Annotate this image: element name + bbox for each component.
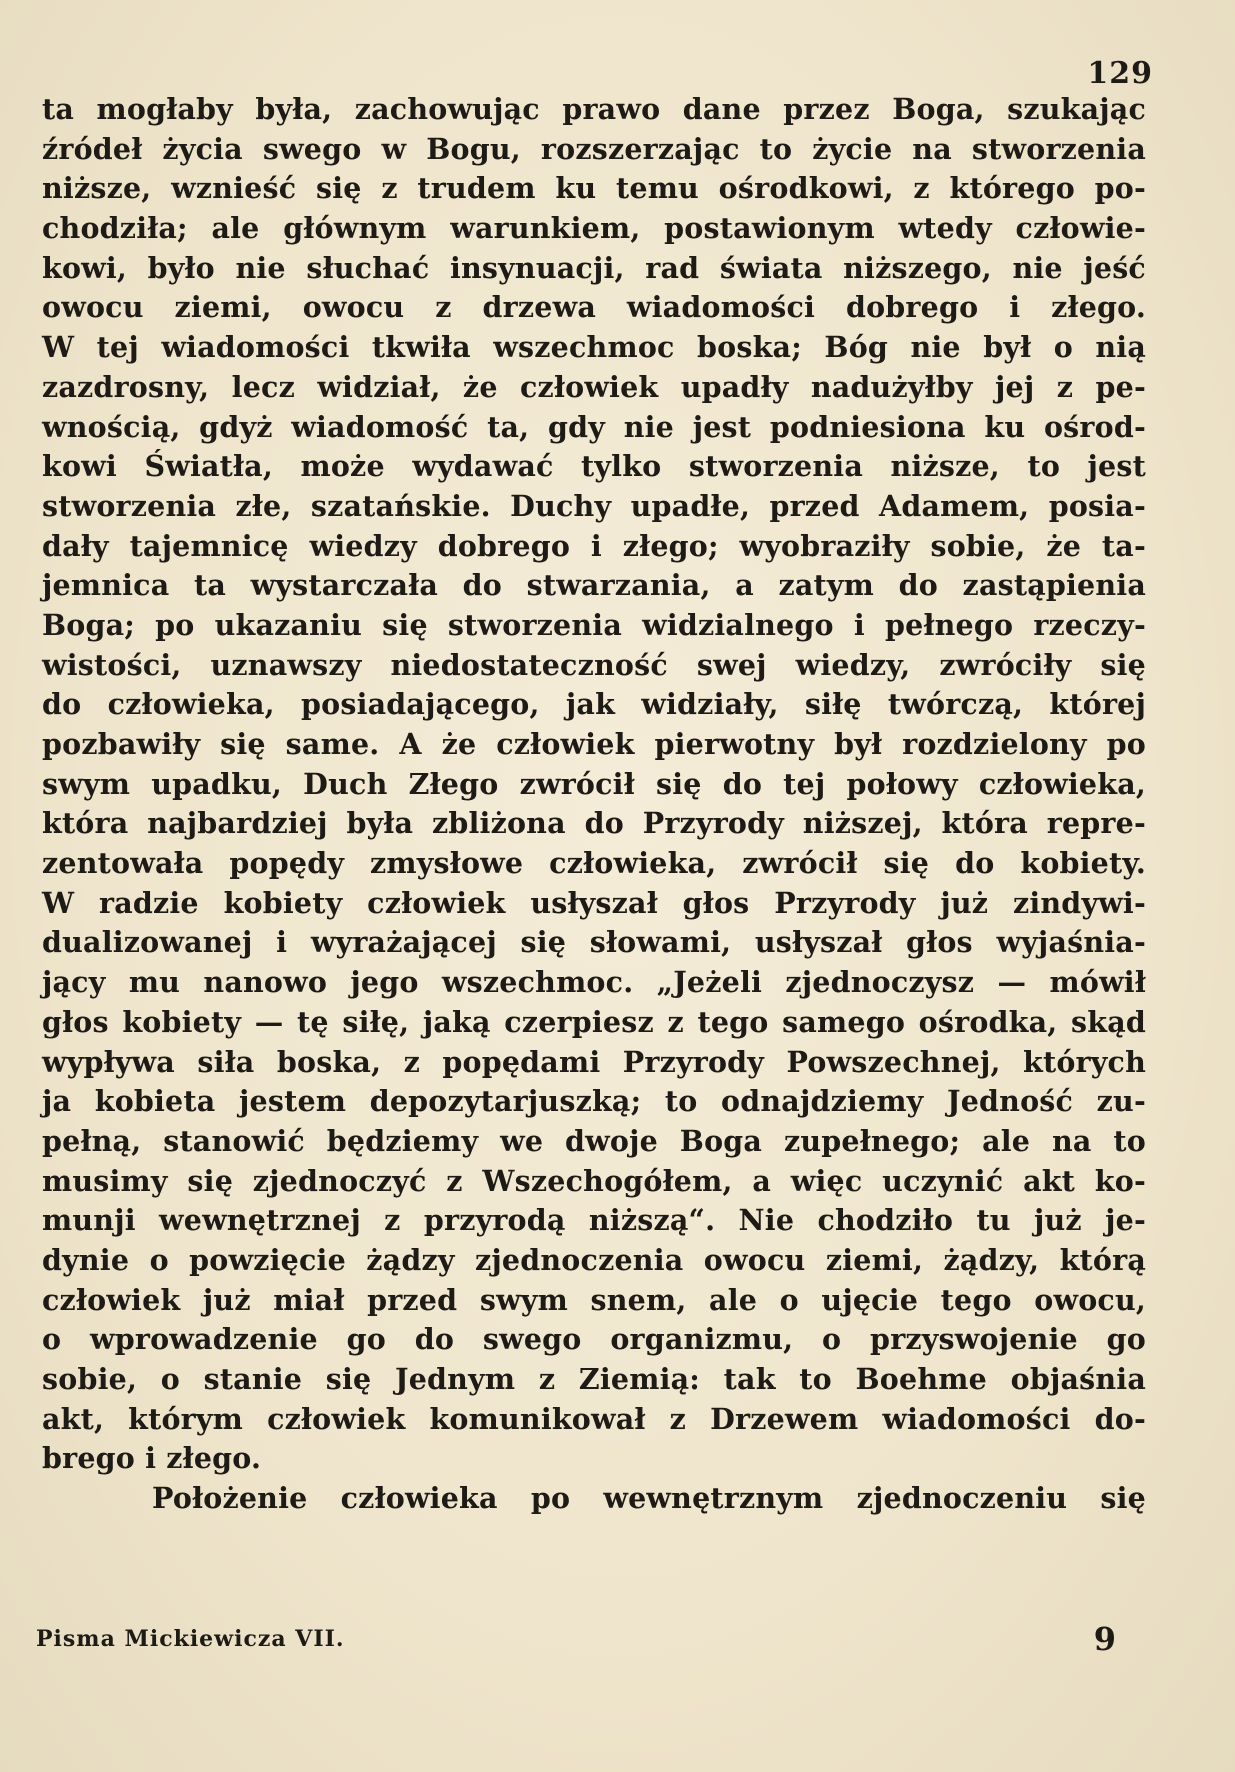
text-line: wistości, uznawszy niedostateczność swej wiedzy, zwróciły się (42, 647, 1146, 682)
text-line: ta mogłaby była, zachowując prawo dane przez Boga, szukając (42, 92, 1146, 126)
text-line: jemnica ta wystarczała do stwarzania, a zatym do zastąpienia (42, 568, 1146, 603)
text-line: W radzie kobiety człowiek usłyszał głos Przyrody już zindywi- (42, 885, 1146, 920)
printer-signature: Pisma Mickiewicza VII. (36, 1626, 345, 1652)
text-line: zazdrosny, lecz widział, że człowiek upadły nadużyłby jej z pe- (42, 369, 1146, 404)
text-line: dynie o powzięcie żądzy zjednoczenia owocu ziemi, żądzy, którą (42, 1242, 1146, 1277)
text-line: munji wewnętrznej z przyrodą niższą“. Nie chodziło tu już je- (42, 1203, 1146, 1238)
text-line: dały tajemnicę wiedzy dobrego i złego; wyobraziły sobie, że ta- (42, 528, 1146, 563)
paragraph-end-line: brego i złego. (42, 1441, 262, 1476)
page-footer (36, 1620, 1116, 1660)
text-line: owocu ziemi, owocu z drzewa wiadomości dobrego i złego. (42, 290, 1146, 325)
text-line: stworzenia złe, szatańskie. Duchy upadłe, przed Adamem, posia- (42, 488, 1146, 523)
text-line: źródeł życia swego w Bogu, rozszerzając to życie na stworzenia (42, 131, 1146, 166)
text-line: swym upadku, Duch Złego zwrócił się do tej połowy człowieka, (42, 766, 1146, 801)
text-line: niższe, wznieść się z trudem ku temu ośrodkowi, z którego po- (42, 171, 1146, 206)
text-line: ja kobieta jestem depozytarjuszką; to odnajdziemy Jedność zu- (42, 1084, 1146, 1119)
text-line: kowi Światła, może wydawać tylko stworzenia niższe, to jest (42, 449, 1146, 484)
text-line: wypływa siła boska, z popędami Przyrody Powszechnej, których (42, 1044, 1146, 1079)
text-line: akt, którym człowiek komunikował z Drzewem wiadomości do- (42, 1401, 1146, 1436)
text-line: człowiek już miał przed swym snem, ale o ujęcie tego owocu, (42, 1282, 1146, 1317)
text-line: chodziła; ale głównym warunkiem, postawionym wtedy człowie- (42, 211, 1146, 246)
text-line: musimy się zjednoczyć z Wszechogółem, a więc uczynić akt ko- (42, 1163, 1146, 1198)
body-text (42, 90, 1146, 1519)
text-line: kowi, było nie słuchać insynuacji, rad świata niższego, nie jeść (42, 250, 1146, 285)
paragraph-start-line: Położenie człowieka po wewnętrznym zjednoczeniu się (152, 1481, 1146, 1516)
sheet-number: 9 (1093, 1620, 1116, 1658)
text-line: zentowała popędy zmysłowe człowieka, zwrócił się do kobiety. (42, 846, 1146, 881)
page-number: 129 (1087, 56, 1153, 91)
text-line: wnością, gdyż wiadomość ta, gdy nie jest podniesiona ku ośrod- (42, 409, 1146, 444)
text-line: głos kobiety — tę siłę, jaką czerpiesz z tego samego ośrodka, skąd (42, 1004, 1146, 1039)
text-line: Boga; po ukazaniu się stworzenia widzialnego i pełnego rzeczy- (42, 607, 1146, 642)
text-line: dualizowanej i wyrażającej się słowami, usłyszał głos wyjaśnia- (42, 925, 1146, 960)
text-line: która najbardziej była zbliżona do Przyrody niższej, która repre- (42, 806, 1146, 841)
text-line: W tej wiadomości tkwiła wszechmoc boska; Bóg nie był o nią (42, 330, 1146, 365)
text-line: o wprowadzenie go do swego organizmu, o przyswojenie go (42, 1322, 1146, 1357)
text-line: jący mu nanowo jego wszechmoc. „Jeżeli zjednoczysz — mówił (42, 965, 1146, 1000)
text-line: pozbawiły się same. A że człowiek pierwotny był rozdzielony po (42, 727, 1146, 761)
text-line: pełną, stanowić będziemy we dwoje Boga zupełnego; ale na to (42, 1123, 1146, 1158)
text-line: sobie, o stanie się Jednym z Ziemią: tak to Boehme objaśnia (42, 1362, 1146, 1396)
text-line: do człowieka, posiadającego, jak widziały, siłę twórczą, której (42, 687, 1146, 722)
